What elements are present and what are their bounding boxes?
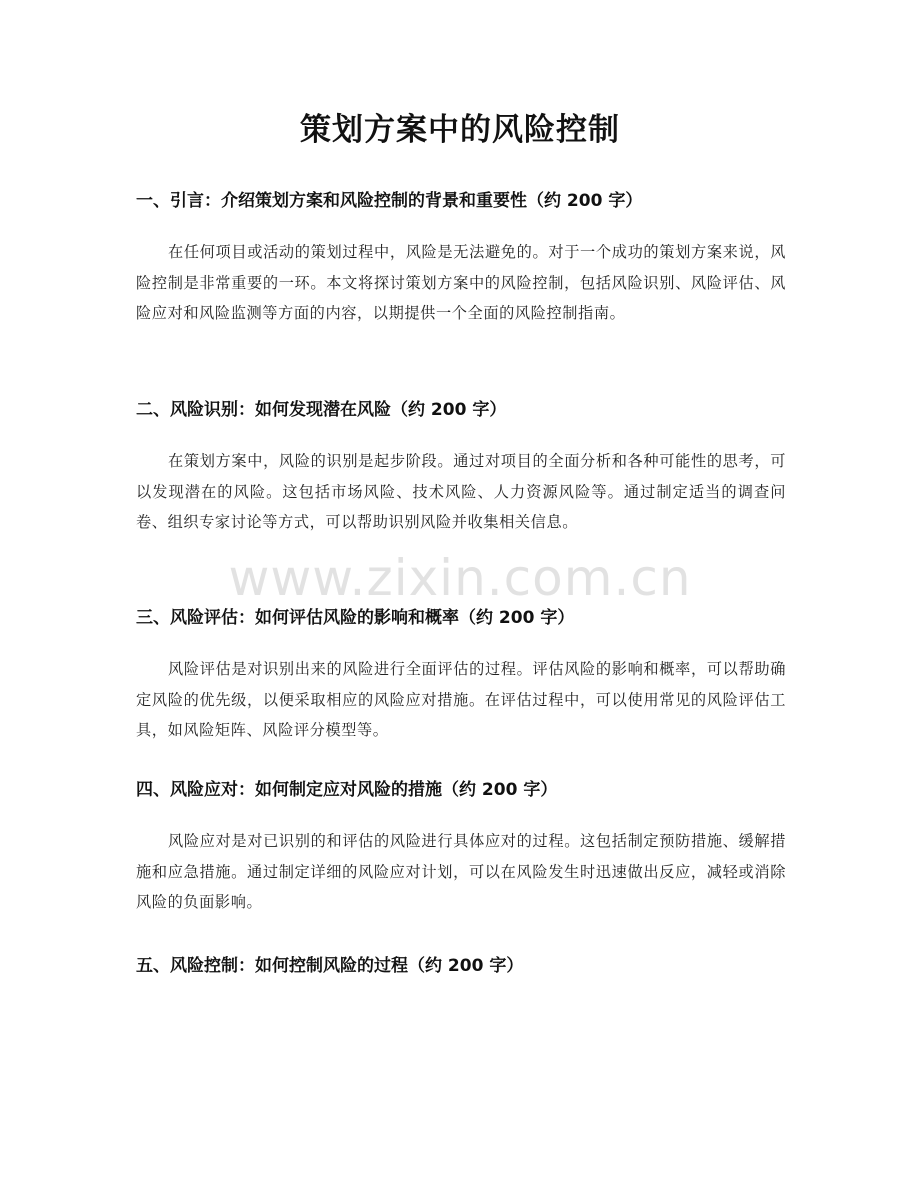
section-risk-response bbox=[136, 776, 786, 918]
watermark: www.zixin.com.cn bbox=[228, 549, 692, 607]
section-paragraph: 风险评估是对识别出来的风险进行全面评估的过程。评估风险的影响和概率，可以帮助确定风险的优先级，以便采取相应的风险应对措施。在评估过程中，可以使用常见的风险评估工具，如风险矩阵、风险评分模型等。 bbox=[136, 660, 786, 739]
section-risk-assessment bbox=[136, 604, 786, 746]
section-introduction bbox=[136, 187, 786, 329]
section-heading: 四、风险应对：如何制定应对风险的措施（约 200 字） bbox=[136, 780, 558, 800]
section-heading: 一、引言：介绍策划方案和风险控制的背景和重要性（约 200 字） bbox=[136, 191, 643, 211]
section-paragraph: 在任何项目或活动的策划过程中，风险是无法避免的。对于一个成功的策划方案来说，风险控制是非常重要的一环。本文将探讨策划方案中的风险控制，包括风险识别、风险评估、风险应对和风险监测等方面的内容，以期提供一个全面的风险控制指南。 bbox=[136, 243, 786, 322]
document-title: 策划方案中的风险控制 bbox=[300, 112, 620, 148]
section-heading: 五、风险控制：如何控制风险的过程（约 200 字） bbox=[136, 956, 524, 976]
section-paragraph: 风险应对是对已识别的和评估的风险进行具体应对的过程。这包括制定预防措施、缓解措施和应急措施。通过制定详细的风险应对计划，可以在风险发生时迅速做出反应，减轻或消除风险的负面影响。 bbox=[136, 832, 786, 911]
section-risk-identification bbox=[136, 396, 786, 538]
section-risk-control bbox=[136, 952, 786, 980]
section-heading: 三、风险评估：如何评估风险的影响和概率（约 200 字） bbox=[136, 608, 575, 628]
section-heading: 二、风险识别：如何发现潜在风险（约 200 字） bbox=[136, 400, 507, 420]
section-paragraph: 在策划方案中，风险的识别是起步阶段。通过对项目的全面分析和各种可能性的思考，可以发现潜在的风险。这包括市场风险、技术风险、人力资源风险等。通过制定适当的调查问卷、组织专家讨论等方式，可以帮助识别风险并收集相关信息。 bbox=[136, 452, 786, 531]
